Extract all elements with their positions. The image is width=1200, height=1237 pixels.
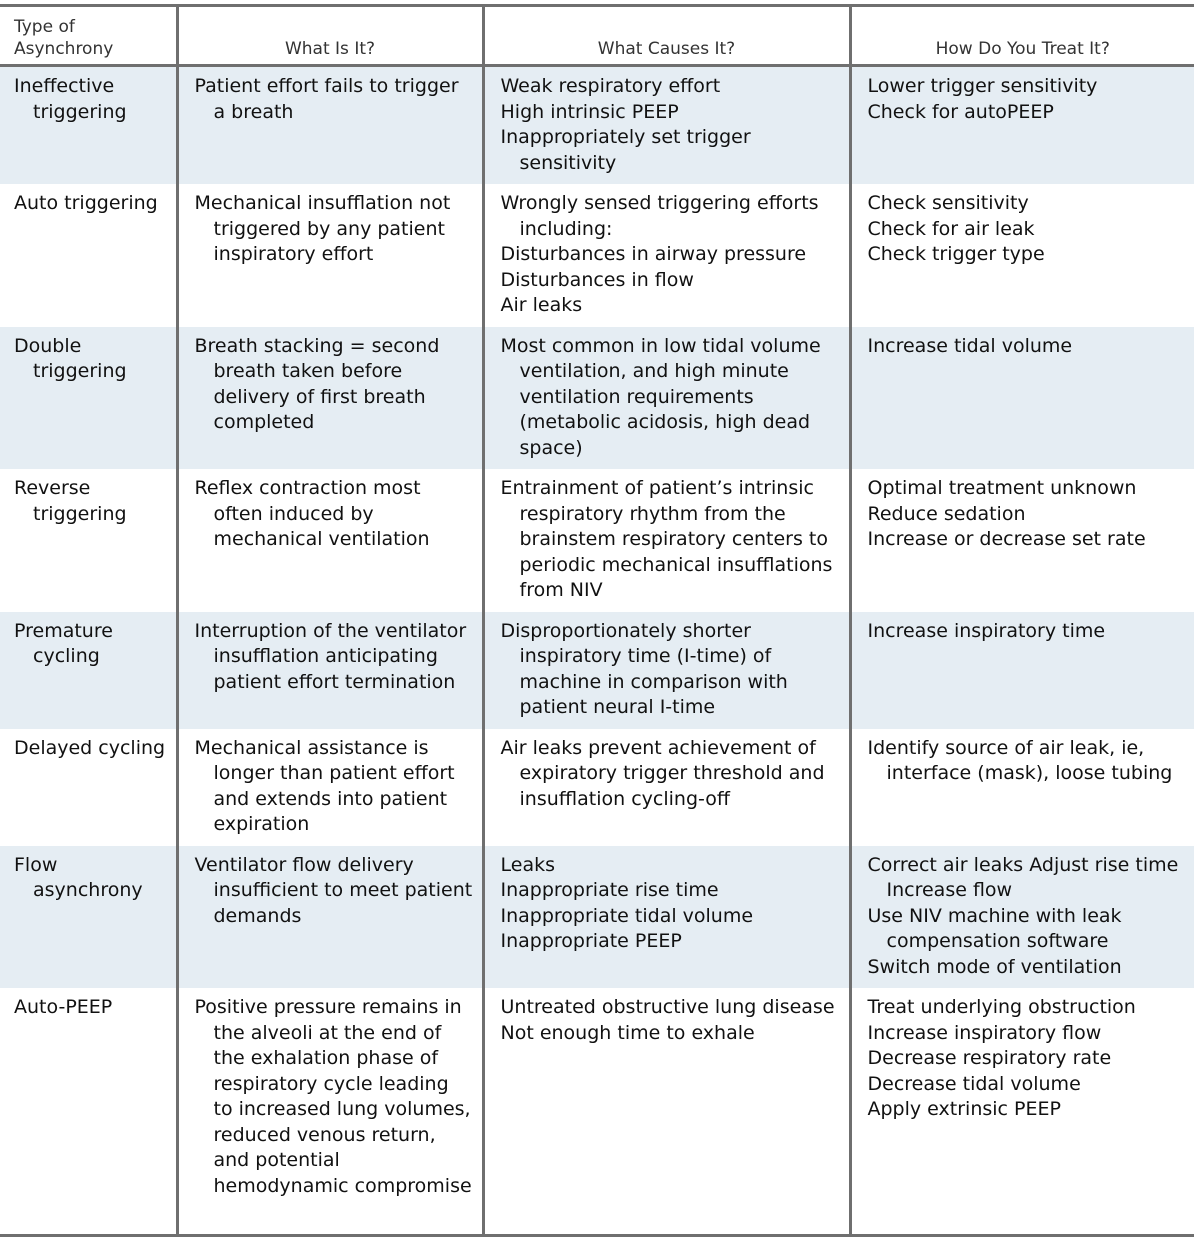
cell-type — [0, 184, 177, 327]
treat-item: Correct air leaks Adjust rise time Increase flow — [867, 853, 1179, 901]
header-type: Type of Asynchrony — [14, 17, 114, 59]
asynchrony-type: Double triggering — [14, 334, 127, 382]
asynchrony-type: Ineffective triggering — [14, 75, 127, 123]
what-item: Breath stacking = second breath taken before delivery of first breath completed — [194, 334, 440, 433]
causes-item: Disturbances in airway pressure — [500, 243, 807, 265]
causes-item: Disturbances in flow — [500, 268, 694, 291]
header-causes: What Causes It? — [483, 6, 850, 66]
what-item: Ventilator flow delivery insufficient to meet patient demands — [194, 853, 473, 927]
cell-treat — [850, 66, 1194, 185]
treat-item: Treat underlying obstruction — [867, 996, 1136, 1018]
treat-item: Increase or decrease set rate — [867, 528, 1146, 550]
asynchrony-type: Delayed cycling — [14, 736, 166, 759]
what-item: Patient effort fails to trigger a breath — [194, 75, 459, 123]
table-row — [0, 66, 1194, 185]
table-row — [0, 729, 1194, 846]
cell-type — [0, 66, 177, 185]
treat-item: Increase tidal volume — [867, 334, 1073, 357]
asynchrony-type: Flow asynchrony — [14, 853, 143, 901]
cell-treat — [850, 184, 1194, 327]
treat-item: Identify source of air leak, ie, interface (mask), loose tubing — [867, 736, 1173, 784]
cell-what — [177, 184, 483, 327]
table-row — [0, 988, 1194, 1235]
table-row — [0, 846, 1194, 989]
cell-treat — [850, 988, 1194, 1235]
table-row — [0, 612, 1194, 729]
treat-item: Apply extrinsic PEEP — [867, 1098, 1061, 1120]
cell-type — [0, 469, 177, 612]
treat-item: Decrease respiratory rate — [867, 1047, 1112, 1069]
header-row — [0, 6, 1194, 66]
causes-item: Inappropriate tidal volume — [500, 904, 754, 927]
treat-item: Check for autoPEEP — [867, 100, 1054, 123]
cell-causes — [483, 729, 850, 846]
cell-causes — [483, 612, 850, 729]
treat-item: Check sensitivity — [867, 192, 1029, 214]
cell-treat — [850, 846, 1194, 989]
causes-item: Inappropriate rise time — [500, 879, 719, 901]
treat-item: Check trigger type — [867, 243, 1045, 265]
causes-item: Disproportionately shorter inspiratory time (I-time) of machine in comparison with patient neural I-time — [500, 619, 788, 718]
what-item: Reflex contraction most often induced by mechanical ventilation — [194, 477, 430, 550]
cell-what — [177, 612, 483, 729]
cell-treat — [850, 327, 1194, 470]
cell-type — [0, 988, 177, 1235]
treat-item: Use NIV machine with leak compensation software — [867, 904, 1122, 952]
table-row — [0, 327, 1194, 470]
causes-item: Untreated obstructive lung disease — [500, 996, 835, 1018]
cell-what — [177, 469, 483, 612]
cell-causes — [483, 184, 850, 327]
treat-item: Switch mode of ventilation — [867, 955, 1122, 978]
cell-what — [177, 66, 483, 185]
treat-item: Optimal treatment unknown — [867, 477, 1137, 499]
treat-item: Reduce sedation — [867, 502, 1026, 525]
asynchrony-type: Premature cycling — [14, 619, 113, 667]
what-item: Interruption of the ventilator insufflation anticipating patient effort termination — [194, 619, 467, 693]
header-what: What Is It? — [177, 6, 483, 66]
causes-item: Air leaks prevent achievement of expiratory trigger threshold and insufflation cycling-off — [500, 736, 825, 810]
cell-causes — [483, 988, 850, 1235]
cell-type — [0, 729, 177, 846]
treat-item: Check for air leak — [867, 217, 1035, 240]
cell-treat — [850, 729, 1194, 846]
causes-item: Not enough time to exhale — [500, 1021, 755, 1044]
treat-item: Increase inspiratory time — [867, 619, 1106, 642]
cell-treat — [850, 612, 1194, 729]
asynchrony-type: Reverse triggering — [14, 477, 127, 525]
table-row — [0, 184, 1194, 327]
cell-type — [0, 846, 177, 989]
causes-item: Weak respiratory effort — [500, 75, 721, 97]
cell-what — [177, 846, 483, 989]
cell-causes — [483, 469, 850, 612]
causes-item: Most common in low tidal volume ventilation, and high minute ventilation requirements (metabolic acidosis, high dead space) — [500, 334, 821, 459]
asynchrony-table — [0, 4, 1194, 1237]
table-body — [0, 66, 1194, 1236]
treat-item: Decrease tidal volume — [867, 1072, 1081, 1095]
cell-type — [0, 327, 177, 470]
causes-item: Inappropriately set trigger sensitivity — [500, 126, 751, 174]
asynchrony-type: Auto triggering — [14, 192, 158, 214]
cell-what — [177, 988, 483, 1235]
causes-item: Leaks — [500, 853, 555, 876]
cell-treat — [850, 469, 1194, 612]
cell-type — [0, 612, 177, 729]
causes-item: Entrainment of patient’s intrinsic respiratory rhythm from the brainstem respiratory centers to periodic mechanical insufflations from NIV — [500, 477, 833, 601]
cell-what — [177, 327, 483, 470]
table-row — [0, 469, 1194, 612]
causes-item: Inappropriate PEEP — [500, 930, 682, 952]
what-item: Mechanical assistance is longer than patient effort and extends into patient expiration — [194, 736, 455, 835]
what-item: Positive pressure remains in the alveoli at the end of the exhalation phase of respiratory cycle leading to increased lung volumes, reduced venous return, and potential hemodynamic compromise — [194, 996, 472, 1197]
causes-item: High intrinsic PEEP — [500, 100, 679, 123]
causes-item: Wrongly sensed triggering efforts including: — [500, 192, 819, 240]
cell-causes — [483, 66, 850, 185]
what-item: Mechanical insufflation not triggered by any patient inspiratory effort — [194, 192, 451, 265]
asynchrony-type: Auto-PEEP — [14, 996, 113, 1018]
treat-item: Increase inspiratory flow — [867, 1021, 1102, 1044]
cell-causes — [483, 846, 850, 989]
causes-item: Air leaks — [500, 294, 583, 316]
treat-item: Lower trigger sensitivity — [867, 75, 1098, 97]
header-treat: How Do You Treat It? — [850, 6, 1194, 66]
cell-what — [177, 729, 483, 846]
cell-causes — [483, 327, 850, 470]
